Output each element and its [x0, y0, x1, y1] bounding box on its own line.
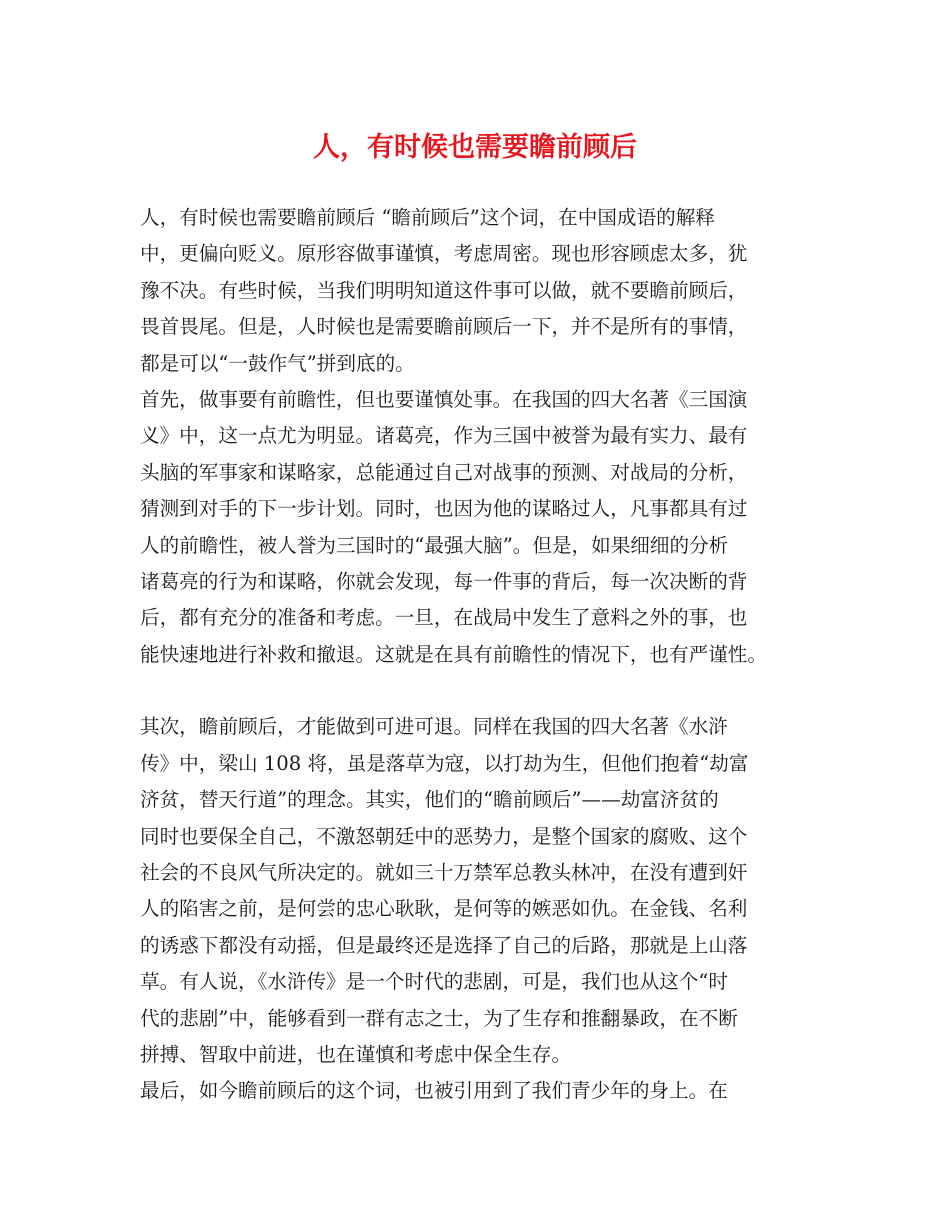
document-title: 人，有时候也需要瞻前顾后 — [313, 132, 637, 163]
blank-line — [140, 673, 820, 709]
text-line: 草。有人说，《水浒传》是一个时代的悲剧，可是，我们也从这个“时 — [140, 970, 729, 994]
text-line: 中，更偏向贬义。原形容做事谨慎，考虑周密。现也形容顾虑太多，犹 — [140, 242, 748, 266]
text-line: 最后，如今瞻前顾后的这个词，也被引用到了我们青少年的身上。在 — [140, 1079, 728, 1103]
text-line: 济贫，替天行道”的理念。其实，他们的“瞻前顾后”——劫富济贫的 — [140, 788, 719, 812]
text-line: 诸葛亮的行为和谋略，你就会发现，每一件事的背后，每一次决断的背 — [140, 569, 748, 593]
text-line: 义》中，这一点尤为明显。诸葛亮，作为三国中被誉为最有实力、最有 — [140, 424, 748, 448]
text-line: 头脑的军事家和谋略家，总能通过自己对战事的预测、对战局的分析， — [140, 460, 748, 484]
text-line: 拼搏、智取中前进，也在谨慎和考虑中保全生存。 — [140, 1042, 572, 1066]
text-line: 豫不决。有些时候，当我们明明知道这件事可以做，就不要瞻前顾后， — [140, 278, 748, 302]
document-body — [140, 200, 820, 1110]
text-line: 人的陷害之前，是何尝的忠心耿耿，是何等的嫉恶如仇。在金钱、名利 — [140, 897, 748, 921]
text-line: 人，有时候也需要瞻前顾后 “瞻前顾后”这个词，在中国成语的解释 — [140, 206, 715, 229]
text-line: 后，都有充分的准备和考虑。一旦，在战局中发生了意料之外的事，也 — [140, 606, 748, 630]
text-line: 畏首畏尾。但是，人时候也是需要瞻前顾后一下，并不是所有的事情， — [140, 315, 748, 339]
text-line: 同时也要保全自己，不激怒朝廷中的恶势力，是整个国家的腐败、这个 — [140, 824, 748, 848]
text-line: 代的悲剧”中，能够看到一群有志之士，为了生存和推翻暴政，在不断 — [140, 1006, 738, 1030]
text-line: 都是可以“一鼓作气”拼到底的。 — [140, 351, 415, 375]
text-line: 能快速地进行补救和撤退。这就是在具有前瞻性的情况下，也有严谨性。 — [140, 642, 767, 666]
text-line: 传》中，梁山 108 将，虽是落草为寇，以打劫为生，但他们抱着“劫富 — [140, 751, 749, 775]
text-line: 首先，做事要有前瞻性，但也要谨慎处事。在我国的四大名著《三国演 — [140, 387, 748, 411]
text-line: 其次，瞻前顾后，才能做到可进可退。同样在我国的四大名著《水浒 — [140, 715, 728, 739]
text-line: 人的前瞻性，被人誉为三国时的“最强大脑”。但是，如果细细的分析 — [140, 533, 729, 557]
text-line: 的诱惑下都没有动摇，但是最终还是选择了自己的后路，那就是上山落 — [140, 933, 748, 957]
text-line: 社会的不良风气所决定的。就如三十万禁军总教头林冲，在没有遭到奸 — [140, 861, 748, 885]
text-line: 猜测到对手的下一步计划。同时，也因为他的谋略过人，凡事都具有过 — [140, 497, 748, 521]
